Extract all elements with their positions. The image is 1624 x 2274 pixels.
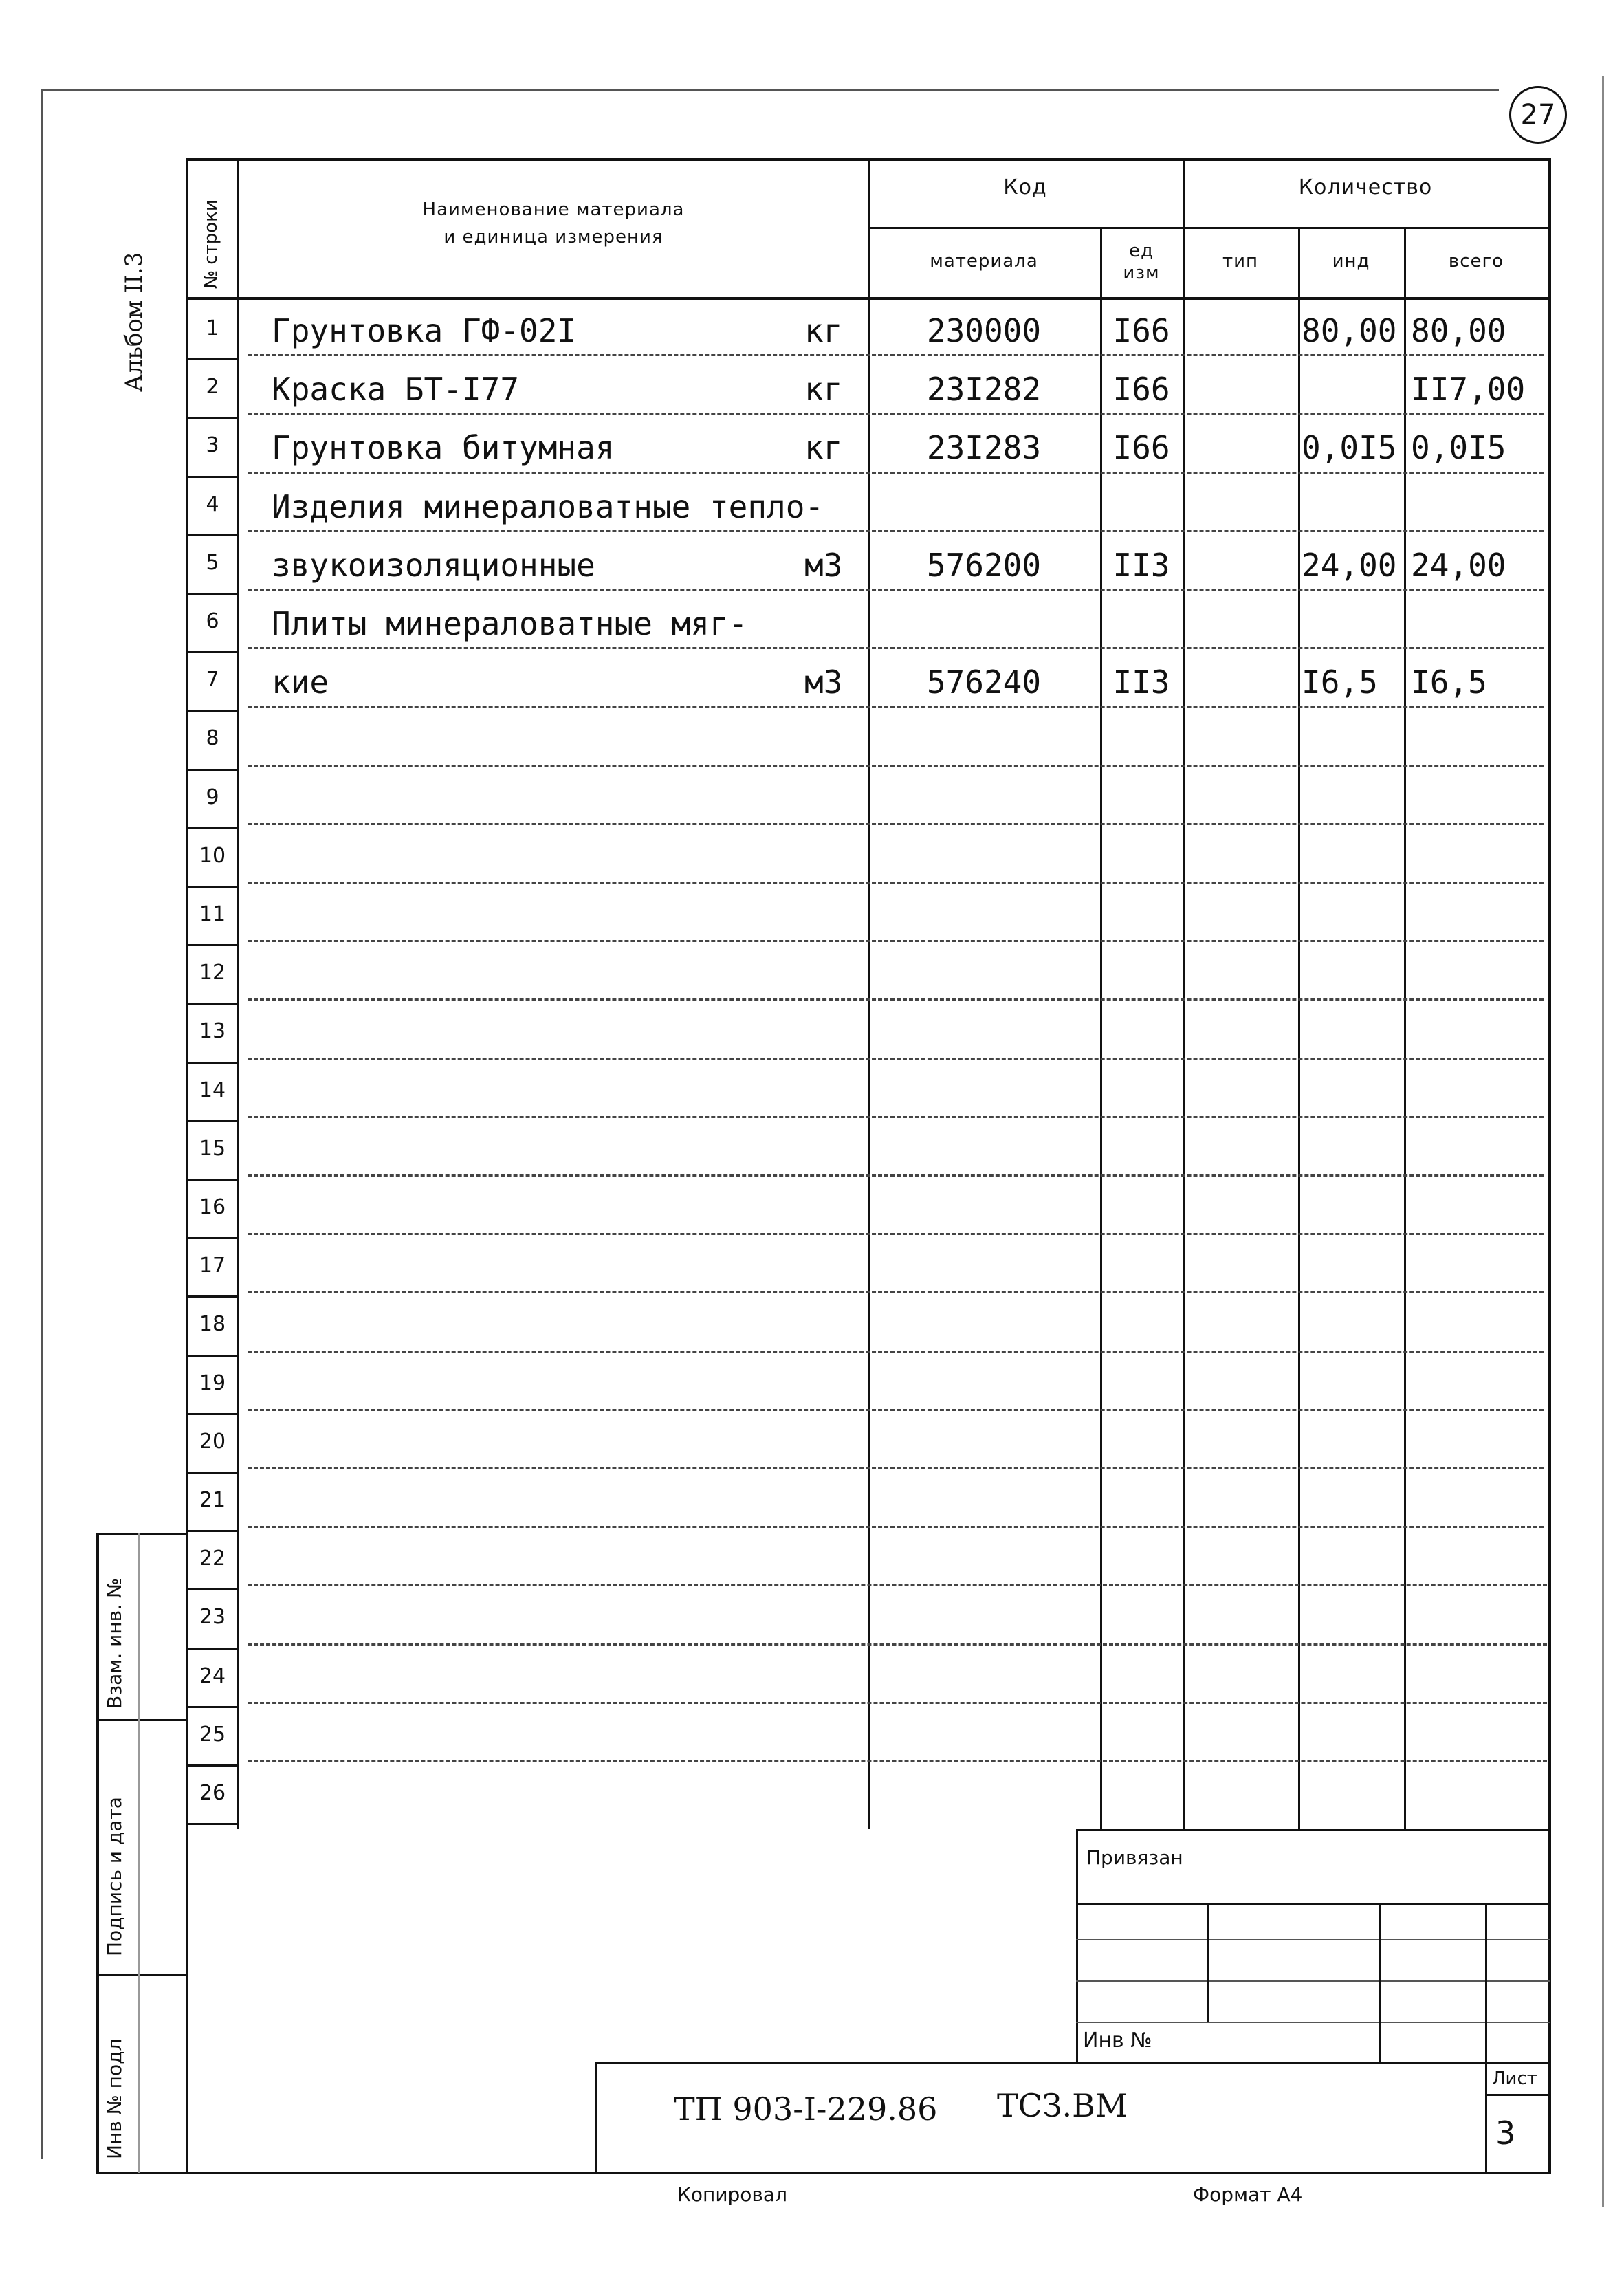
row-number: 18: [199, 1312, 226, 1337]
row-rule: [248, 1526, 1544, 1528]
row-number: 4: [206, 492, 219, 516]
row-separator: [186, 886, 239, 888]
side-stamp-inv-podl: Инв № подл: [103, 2038, 126, 2159]
cell-name: Плиты минераловатные мяг-: [272, 605, 748, 642]
row-separator: [186, 1120, 239, 1122]
row-separator: [186, 1413, 239, 1415]
row-number: 5: [206, 550, 219, 575]
row-separator: [186, 769, 239, 771]
row-separator: [186, 1472, 239, 1474]
cell-unit: м3: [804, 546, 843, 584]
cell-name: звукоизоляционные: [272, 546, 595, 584]
header-name-line2: и единица измерения: [443, 227, 663, 248]
row-separator: [186, 1823, 239, 1825]
cell-name: Грунтовка ГФ-02I: [272, 312, 577, 349]
row-number: 17: [199, 1254, 226, 1278]
row-rule: [248, 998, 1544, 1001]
row-number: 26: [199, 1781, 226, 1805]
row-number: 14: [199, 1078, 226, 1102]
row-separator: [186, 534, 239, 536]
cell-unit: кг: [804, 312, 843, 349]
cell-total: II7,00: [1411, 371, 1526, 408]
doc-code: ТП 903-I-229.86: [674, 2090, 938, 2128]
cell-unit: кг: [804, 371, 843, 408]
side-stamp-vzam: Взам. инв. №: [103, 1577, 126, 1709]
header-name-line1: Наименование материала: [422, 199, 685, 220]
row-separator: [186, 651, 239, 653]
doc-suffix: ТСЗ.ВМ: [997, 2087, 1128, 2124]
row-separator: [186, 1295, 239, 1298]
row-number: 6: [206, 609, 219, 633]
row-separator: [186, 1062, 239, 1064]
side-stamp-podpis: Подпись и дата: [103, 1797, 126, 1956]
row-rule: [248, 472, 1544, 474]
row-number: 19: [199, 1370, 226, 1395]
row-separator: [186, 1179, 239, 1181]
privyazan-label: Привязан: [1086, 1846, 1183, 1869]
row-rule: [248, 1702, 1547, 1704]
row-rule: [248, 1467, 1544, 1469]
sheet-label: Лист: [1492, 2068, 1537, 2089]
row-number: 2: [206, 375, 219, 400]
row-rule: [248, 1351, 1544, 1353]
header-total: всего: [1448, 251, 1504, 272]
row-rule: [248, 882, 1544, 884]
cell-total: I6,5: [1411, 664, 1487, 701]
row-separator: [186, 1003, 239, 1005]
row-number: 12: [199, 961, 226, 985]
cell-name: Грунтовка битумная: [272, 429, 615, 467]
sheet-number-badge: 27: [1509, 86, 1567, 144]
cell-code: 576200: [926, 546, 1042, 584]
row-rule: [248, 1291, 1544, 1293]
header-quantity: Количество: [1298, 175, 1433, 199]
row-rule: [248, 1058, 1544, 1060]
row-number: 25: [199, 1722, 226, 1747]
row-separator: [186, 1588, 239, 1590]
row-number: 11: [199, 902, 226, 926]
row-number: 13: [199, 1019, 226, 1044]
cell-code: 230000: [926, 312, 1042, 349]
cell-name: Краска БТ-I77: [272, 371, 520, 408]
row-number: 8: [206, 726, 219, 751]
row-number: 24: [199, 1663, 226, 1688]
row-separator: [186, 593, 239, 595]
footer-copied: Копировал: [677, 2183, 787, 2206]
row-number: 15: [199, 1136, 226, 1161]
row-number: 3: [206, 433, 219, 458]
row-separator: [186, 1355, 239, 1357]
row-rule: [248, 647, 1544, 649]
row-rule: [248, 823, 1544, 825]
cell-ed: I66: [1112, 429, 1170, 467]
row-number: 1: [206, 316, 219, 340]
row-rule: [248, 589, 1544, 591]
row-rule: [248, 1760, 1547, 1762]
row-rule: [248, 1584, 1547, 1586]
inv-no-label: Инв №: [1083, 2029, 1152, 2053]
row-separator: [186, 827, 239, 829]
row-rule: [248, 1116, 1544, 1118]
cell-ed: I66: [1112, 312, 1170, 349]
header-material: материала: [930, 251, 1038, 272]
cell-ind: 24,00: [1302, 546, 1397, 584]
cell-total: 24,00: [1411, 546, 1506, 584]
row-separator: [186, 710, 239, 712]
cell-total: 80,00: [1411, 312, 1506, 349]
row-rule: [248, 354, 1544, 356]
row-rule: [248, 706, 1544, 708]
cell-code: 23I283: [926, 429, 1042, 467]
sheet-number: 3: [1495, 2114, 1516, 2152]
row-separator: [186, 358, 239, 360]
cell-code: 576240: [926, 664, 1042, 701]
row-rule: [248, 413, 1544, 415]
row-number: 16: [199, 1195, 226, 1219]
header-code: Код: [1003, 175, 1047, 199]
row-separator: [186, 1764, 239, 1767]
row-number: 23: [199, 1605, 226, 1630]
cell-ind: I6,5: [1302, 664, 1378, 701]
cell-name: кие: [272, 664, 329, 701]
cell-total: 0,0I5: [1411, 429, 1506, 467]
row-separator: [186, 1237, 239, 1239]
cell-ind: 80,00: [1302, 312, 1397, 349]
row-number: 10: [199, 843, 226, 868]
cell-ed: II3: [1112, 664, 1170, 701]
cell-ed: II3: [1112, 546, 1170, 584]
row-number: 21: [199, 1488, 226, 1512]
album-label: Альбом II.3: [120, 252, 148, 392]
row-rule: [248, 530, 1544, 532]
cell-name: Изделия минераловатные тепло-: [272, 488, 824, 525]
header-unit-line2: изм: [1123, 263, 1160, 283]
cell-unit: кг: [804, 429, 843, 467]
row-separator: [186, 1530, 239, 1532]
row-rule: [248, 940, 1544, 942]
row-number: 20: [199, 1429, 226, 1454]
row-rule: [248, 1174, 1544, 1177]
row-rule: [248, 1643, 1547, 1646]
cell-ed: I66: [1112, 371, 1170, 408]
cell-code: 23I282: [926, 371, 1042, 408]
header-row-no: № строки: [201, 199, 221, 289]
row-separator: [186, 944, 239, 946]
header-ind: инд: [1332, 251, 1370, 272]
row-separator: [186, 1706, 239, 1708]
header-unit-line1: ед: [1129, 241, 1154, 261]
header-tip: тип: [1222, 251, 1259, 272]
row-rule: [248, 765, 1544, 767]
row-number: 22: [199, 1546, 226, 1571]
row-separator: [186, 417, 239, 419]
row-separator: [186, 1648, 239, 1650]
row-separator: [186, 476, 239, 478]
row-number: 9: [206, 785, 219, 809]
cell-ind: 0,0I5: [1302, 429, 1397, 467]
row-number: 7: [206, 668, 219, 692]
row-rule: [248, 1233, 1544, 1235]
cell-unit: м3: [804, 664, 843, 701]
footer-format: Формат А4: [1193, 2183, 1303, 2206]
row-rule: [248, 1409, 1544, 1411]
